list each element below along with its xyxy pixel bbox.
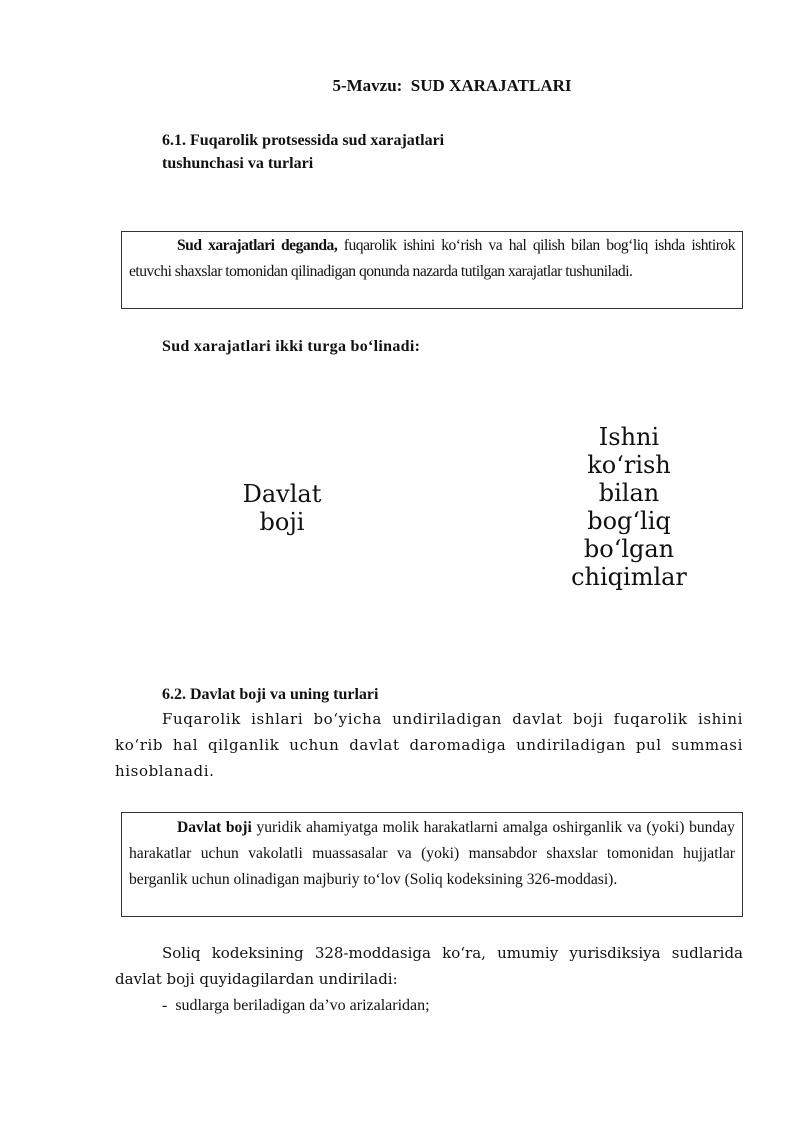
section-heading-line: 6.1. Fuqarolik protsessida sud xarajatlari <box>162 132 445 149</box>
definition-text: fuqarolik ishini ko‘rish va hal qilish bilan bog‘liq ishda ishtirok etuvchi shaxslar tomonidan qilinadigan qonunda nazarda tutilgan xarajatlar tushuniladi. <box>129 237 735 280</box>
page-title: 5-Mavzu: SUD XARAJATLARI <box>332 76 572 95</box>
type-line: Ishni <box>598 423 660 451</box>
type-line: Davlat <box>242 480 322 508</box>
section-heading-line: tushunchasi va turlari <box>162 155 314 172</box>
definition-box-davlat-boji <box>121 812 743 917</box>
definition-term: Davlat boji <box>177 819 252 836</box>
types-heading: Sud xarajatlari ikki turga bo‘linadi: <box>162 338 421 355</box>
type-item-davlat-boji <box>222 480 342 536</box>
section-heading-6-1 <box>162 129 542 175</box>
definition-box-sud-xarajatlari <box>121 231 743 309</box>
type-line: ko‘rish <box>587 451 671 479</box>
section-heading-6-2: 6.2. Davlat boji va uning turlari <box>162 686 379 703</box>
paragraph-text: Fuqarolik ishlari bo‘yicha undiriladigan davlat boji fuqarolik ishini ko‘rib hal qilganlik uchun davlat daromadiga undiriladigan pul summasi hisoblanadi. <box>115 710 743 780</box>
paragraph-soliq-kodeksi <box>115 940 743 992</box>
type-item-chiqimlar <box>560 423 698 591</box>
list-item: - sudlarga beriladigan da’vo arizalaridan; <box>162 997 430 1014</box>
type-line: bog‘liq <box>587 507 671 535</box>
type-line: bilan <box>598 479 660 507</box>
definition-term: Sud xarajatlari deganda, <box>177 237 338 254</box>
type-line: bo‘lgan <box>583 535 675 563</box>
type-line: chiqimlar <box>571 563 687 591</box>
definition-text: yuridik ahamiyatga molik harakatlarni amalga oshirganlik va (yoki) bunday harakatlar uchun vakolatli muassasalar va (yoki) mansabdor shaxslar tomonidan hujjatlar berganlik uchun olinadigan majburiy to‘lov (Soliq kodeksining 326-moddasi). <box>129 819 735 888</box>
type-line: boji <box>259 508 305 536</box>
paragraph-davlat-boji <box>115 706 743 784</box>
paragraph-text: Soliq kodeksining 328-moddasiga ko‘ra, umumiy yurisdiksiya sudlarida davlat boji quyidagilardan undiriladi: <box>115 944 743 988</box>
